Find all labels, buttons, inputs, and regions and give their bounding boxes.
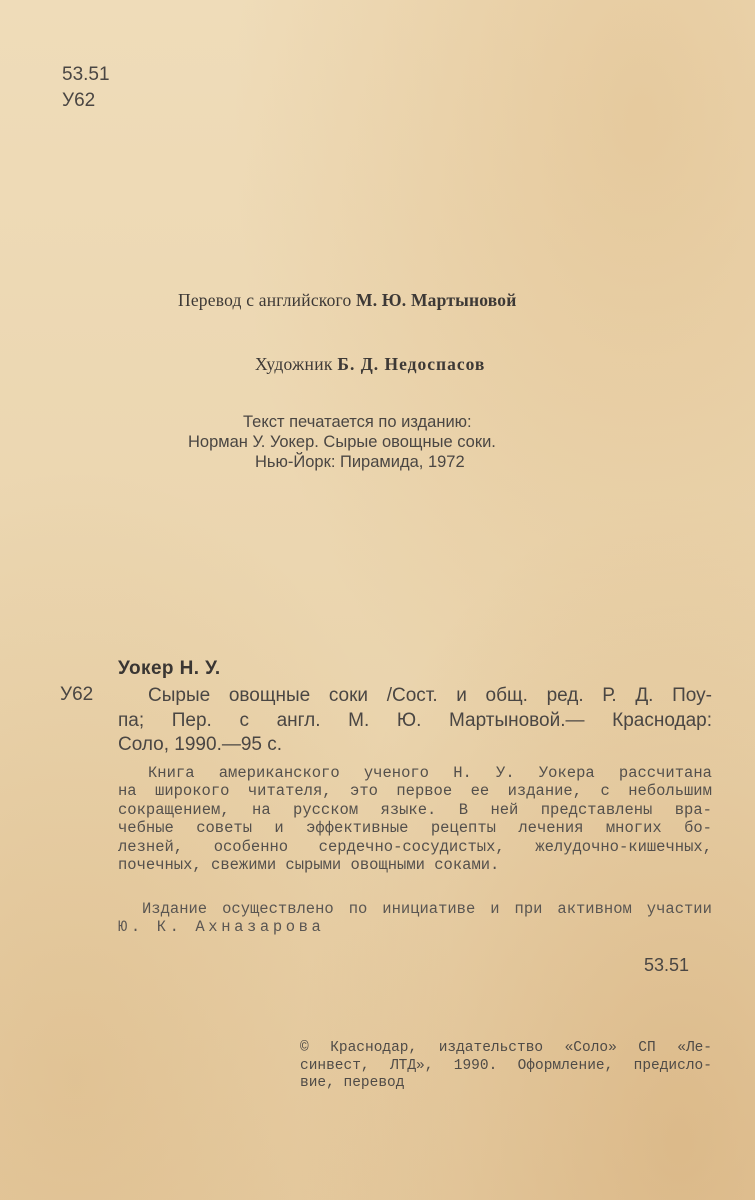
- bibliographic-description: [118, 684, 712, 758]
- word: общ.: [485, 685, 528, 706]
- word: сокращением,: [118, 800, 230, 819]
- bbk-code: 53.51: [62, 64, 110, 85]
- word: сердечно-сосудистых,: [318, 837, 505, 856]
- source-line: Текст печатается по изданию:: [243, 413, 472, 431]
- artist-credit: [255, 354, 485, 375]
- word: овощные: [228, 685, 311, 706]
- word: Оформление,: [517, 1057, 614, 1074]
- word: с: [239, 709, 249, 731]
- word: англ.: [276, 709, 321, 731]
- artist-name: Б. Д. Недоспасов: [337, 354, 486, 374]
- copyright-line: [300, 1075, 712, 1093]
- word: русском: [293, 800, 359, 819]
- word: издательство: [438, 1040, 544, 1056]
- word: почечных, свежими сырыми овощными соками.: [118, 856, 500, 875]
- word: это: [350, 782, 378, 801]
- author-mark: У62: [62, 90, 96, 111]
- word: Р.: [602, 685, 617, 706]
- word: лечения: [518, 819, 584, 838]
- word: ее: [470, 782, 490, 801]
- word: небольшим: [628, 782, 712, 801]
- word: СП: [638, 1040, 656, 1056]
- word: ученого: [363, 764, 429, 782]
- copyright-line: [300, 1058, 712, 1076]
- word: и: [274, 819, 284, 838]
- word: советы: [196, 819, 253, 838]
- word: активном: [557, 900, 632, 918]
- word: рецепты: [430, 819, 496, 838]
- publication-note: [118, 900, 712, 937]
- source-line: Норман У. Уокер. Сырые овощные соки.: [188, 433, 496, 451]
- word: Мартыновой.—: [449, 709, 585, 731]
- word: ©: [300, 1040, 309, 1056]
- bib-line: [118, 684, 712, 709]
- word: /Сост.: [386, 685, 438, 706]
- word: и: [456, 685, 467, 706]
- word: бо-: [684, 819, 712, 838]
- word: «Соло»: [564, 1040, 617, 1056]
- note-line: [118, 918, 712, 936]
- word: эффективные: [306, 819, 409, 838]
- classification-code-top: [62, 62, 110, 114]
- word: участии: [646, 900, 712, 918]
- word: представлены: [540, 800, 653, 819]
- word: соки: [328, 685, 369, 706]
- translation-credit: [178, 290, 517, 311]
- word: лезней,: [118, 837, 184, 856]
- word: Пер.: [171, 709, 212, 731]
- annotation-line: [118, 801, 712, 819]
- classification-code-bottom: 53.51: [644, 955, 690, 975]
- bib-line: [118, 709, 712, 734]
- word: Книга: [148, 764, 195, 782]
- word: издание,: [507, 782, 583, 801]
- word: при: [514, 900, 543, 918]
- copyright-notice: [300, 1040, 712, 1093]
- word: по: [348, 900, 368, 918]
- word: на: [118, 782, 137, 801]
- word: ЛТД»,: [389, 1057, 434, 1074]
- word: с: [600, 782, 610, 801]
- annotation-line: [118, 764, 712, 782]
- word: рассчитана: [618, 764, 712, 782]
- word: вра-: [674, 800, 712, 819]
- word: желудочно-кишечных,: [535, 837, 712, 856]
- annotation: [118, 764, 712, 874]
- word: В: [458, 800, 469, 819]
- annotation-line: [118, 782, 712, 800]
- word: Ю. К. Ахназарова: [118, 918, 325, 937]
- word: 1990.: [453, 1057, 498, 1074]
- source-edition: [188, 412, 496, 472]
- catalog-author: Уокер Н. У.: [118, 658, 221, 679]
- word: У.: [496, 764, 515, 782]
- word: многих: [605, 819, 662, 838]
- word: Сырые: [148, 685, 211, 706]
- word: Уокера: [538, 764, 595, 782]
- word: «Ле-: [677, 1040, 712, 1056]
- word: Издание: [142, 900, 208, 918]
- word: ред.: [546, 685, 584, 706]
- word: чебные: [118, 819, 174, 838]
- word: на: [252, 800, 271, 819]
- word: Н.: [453, 764, 472, 782]
- annotation-line: [118, 838, 712, 856]
- word: ней: [490, 800, 519, 819]
- word: М.: [348, 709, 370, 731]
- word: Соло, 1990.—95 с.: [118, 734, 283, 755]
- translation-prefix: Перевод с английского: [178, 290, 352, 310]
- word: Ю.: [396, 709, 422, 731]
- word: и: [490, 900, 500, 918]
- word: языке.: [380, 800, 437, 819]
- word: инициативе: [382, 900, 476, 918]
- annotation-line: [118, 856, 712, 874]
- artist-prefix: Художник: [255, 354, 333, 374]
- word: особенно: [213, 837, 289, 856]
- word: синвест,: [300, 1057, 370, 1074]
- word: Краснодар:: [612, 709, 712, 731]
- word: па;: [118, 709, 145, 731]
- copyright-line: [300, 1040, 712, 1058]
- word: осуществлено: [222, 900, 334, 918]
- word: предисло-: [633, 1057, 712, 1074]
- word: Д.: [635, 685, 654, 706]
- source-line: Нью-Йорк: Пирамида, 1972: [255, 453, 465, 471]
- word: вие, перевод: [300, 1075, 405, 1091]
- word: Поу-: [672, 685, 712, 706]
- bib-line: [118, 733, 712, 758]
- word: читателя,: [247, 782, 332, 801]
- note-line: [118, 900, 712, 918]
- catalog-code: У62: [60, 684, 94, 705]
- word: американского: [218, 764, 340, 782]
- annotation-line: [118, 819, 712, 837]
- word: широкого: [155, 782, 230, 801]
- translator-name: М. Ю. Мартыновой: [356, 290, 517, 310]
- word: первое: [396, 782, 453, 801]
- word: Краснодар,: [330, 1040, 418, 1056]
